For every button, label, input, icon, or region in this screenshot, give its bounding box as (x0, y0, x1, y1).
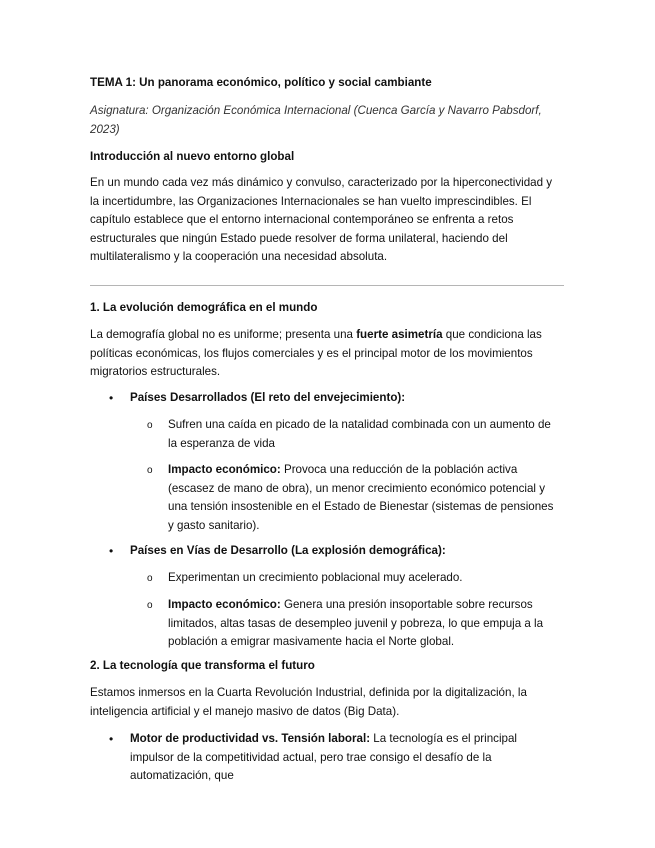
impact-text: Provoca una reducción de la población activa (escasez de mano de obra), un menor crecimiento económico potencial y una tensión insostenible en el Estado de Bienestar (sistemas de pensiones y gasto sanitario). (168, 463, 554, 532)
intro-heading: Introducción al nuevo entorno global (90, 150, 295, 163)
developed-point-2 (168, 461, 560, 535)
developed-countries-label: Países Desarrollados (El reto del envejecimiento): (130, 391, 406, 404)
impact-label: Impacto económico: (168, 463, 281, 476)
sub-bullet-icon: o (147, 420, 153, 431)
section-1-intro-b: que condiciona las políticas económicas, los flujos comerciales y es el principal motor de los movimientos migratorios estructurales. (90, 328, 542, 378)
section-1-intro-bold: fuerte asimetría (356, 328, 443, 341)
developed-point-1: Sufren una caída en picado de la natalidad combinada con un aumento de la esperanza de vida (168, 418, 551, 450)
impact-label: Impacto económico: (168, 598, 281, 611)
bullet-icon: • (109, 391, 114, 405)
developing-countries-label: Países en Vías de Desarrollo (La explosión demográfica): (130, 544, 446, 557)
bullet-icon: • (109, 544, 114, 558)
section-2-intro: Estamos inmersos en la Cuarta Revolución Industrial, definida por la digitalización, la inteligencia artificial y el manejo masivo de datos (Big Data). (90, 686, 527, 718)
impact-text: Genera una presión insoportable sobre recursos limitados, altas tasas de desempleo juvenil y pobreza, lo que empuja a la población a emigrar masivamente hacia el Norte global. (168, 598, 544, 648)
developing-point-2 (168, 596, 560, 652)
productivity-text: La tecnología es el principal impulsor de la competitividad actual, pero trae consigo el desafío de la automatización, que (130, 732, 518, 782)
section-1-intro-a: La demografía global no es uniforme; presenta una (90, 328, 357, 341)
document-title: TEMA 1: Un panorama económico, político y social cambiante (90, 76, 432, 89)
intro-paragraph: En un mundo cada vez más dinámico y convulso, caracterizado por la hiperconectividad y la incertidumbre, las Organizaciones Internacionales se han vuelto imprescindibles. El capítulo establece que el entorno internacional contemporáneo se enfrenta a retos estructurales que ningún Estado puede resolver de forma unilateral, haciendo del multilateralismo y la cooperación una necesidad absoluta. (90, 176, 553, 263)
sub-bullet-icon: o (147, 600, 153, 611)
sub-bullet-icon: o (147, 465, 153, 476)
sub-bullet-icon: o (147, 573, 153, 584)
section-1-heading: 1. La evolución demográfica en el mundo (90, 301, 318, 314)
developing-point-1: Experimentan un crecimiento poblacional muy acelerado. (168, 571, 463, 584)
subject-line: Asignatura: Organización Económica Internacional (Cuenca García y Navarro Pabsdorf, 2023) (90, 104, 542, 136)
section-1-intro (90, 326, 560, 382)
section-divider (90, 285, 564, 286)
technology-point-1 (130, 730, 560, 786)
section-2-heading: 2. La tecnología que transforma el futuro (90, 659, 315, 672)
bullet-icon: • (109, 732, 114, 746)
productivity-label: Motor de productividad vs. Tensión laboral: (130, 732, 371, 745)
